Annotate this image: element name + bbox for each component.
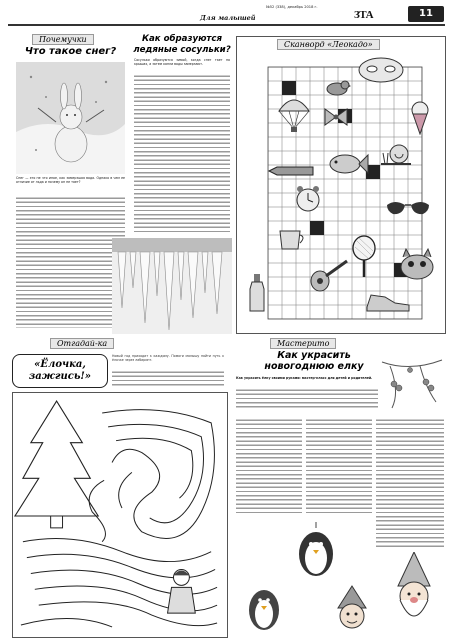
penguin-ornament-icon: [294, 522, 338, 578]
page-header: [8, 2, 445, 30]
sneaker-icon: [365, 291, 411, 313]
bow-icon: [323, 107, 349, 127]
bottle-icon: [247, 273, 267, 313]
rubric-maze: Отгадай-ка: [50, 338, 114, 349]
pen-icon: [267, 163, 317, 179]
section-title: Для малышей: [200, 14, 256, 22]
craft-block: [234, 338, 446, 640]
snail-icon: [379, 143, 413, 167]
middle-article-title: Как образуются ледяные сосульки?: [133, 34, 231, 55]
maze-intro: Новый год приходит к каждому. Помоги малышу найти путь к ёлочке через лабиринт.: [112, 354, 224, 363]
tennis-racket-icon: [349, 235, 379, 279]
middle-article: [132, 34, 232, 334]
craft-title: Как украсить новогоднюю елку: [264, 350, 364, 372]
craft-intro: [236, 388, 378, 410]
maze-block: [12, 338, 230, 640]
snow-figure-image: [16, 62, 125, 174]
raccoon-icon: [397, 247, 437, 281]
header-rule: [8, 24, 445, 26]
issue-info: №52 (338), декабрь 2018 г.: [266, 5, 318, 9]
rubric-craft: Мастерито: [270, 338, 336, 349]
left-article-body: [16, 196, 125, 328]
page-number: 11: [419, 8, 433, 19]
penguin-ornament-2-icon: [244, 580, 284, 632]
guitar-icon: [309, 259, 349, 293]
left-article-title: Что такое снег?: [24, 46, 117, 57]
middle-article-lead: Сосульки образуются зимой, когда снег тает на крышах, а затем капли воды замерзают.: [134, 58, 230, 67]
ice-cream-icon: [409, 101, 431, 135]
gnome-ornament-icon: [384, 552, 444, 636]
crossword-block: [236, 36, 446, 334]
craft-column-1: [236, 418, 302, 514]
logo: ЗТА: [354, 9, 374, 21]
mask-icon: [357, 55, 405, 85]
berries-branch-image: [380, 352, 444, 410]
cup-icon: [277, 227, 307, 253]
bird-icon: [323, 77, 351, 97]
craft-column-2: [306, 418, 372, 514]
maze-instructions: [112, 370, 224, 388]
craft-column-3: [376, 418, 444, 548]
glasses-icon: [383, 197, 433, 219]
elf-ornament-icon: [330, 584, 374, 636]
parachute-icon: [277, 95, 311, 133]
icicles-image: [112, 238, 232, 334]
left-article-lead: Снег — это не что иное, как замерзшая вода. Однако в чем ее отличие от льда и почему он не тает?: [16, 176, 125, 185]
fish-icon: [327, 151, 369, 177]
rubric-pochemuchki: Почемучки: [32, 34, 94, 45]
middle-article-body: [134, 74, 230, 234]
rubric-crossword: Сканворд «Леокадо»: [277, 39, 380, 50]
page-number-badge: [408, 6, 444, 22]
clock-icon: [295, 185, 321, 215]
craft-lead: Как украсить ёлку своими руками: мастер-класс для детей и родителей.: [236, 376, 373, 380]
maze-image: [12, 392, 228, 638]
maze-title: «Ёлочка, зажгись!»: [12, 354, 108, 388]
